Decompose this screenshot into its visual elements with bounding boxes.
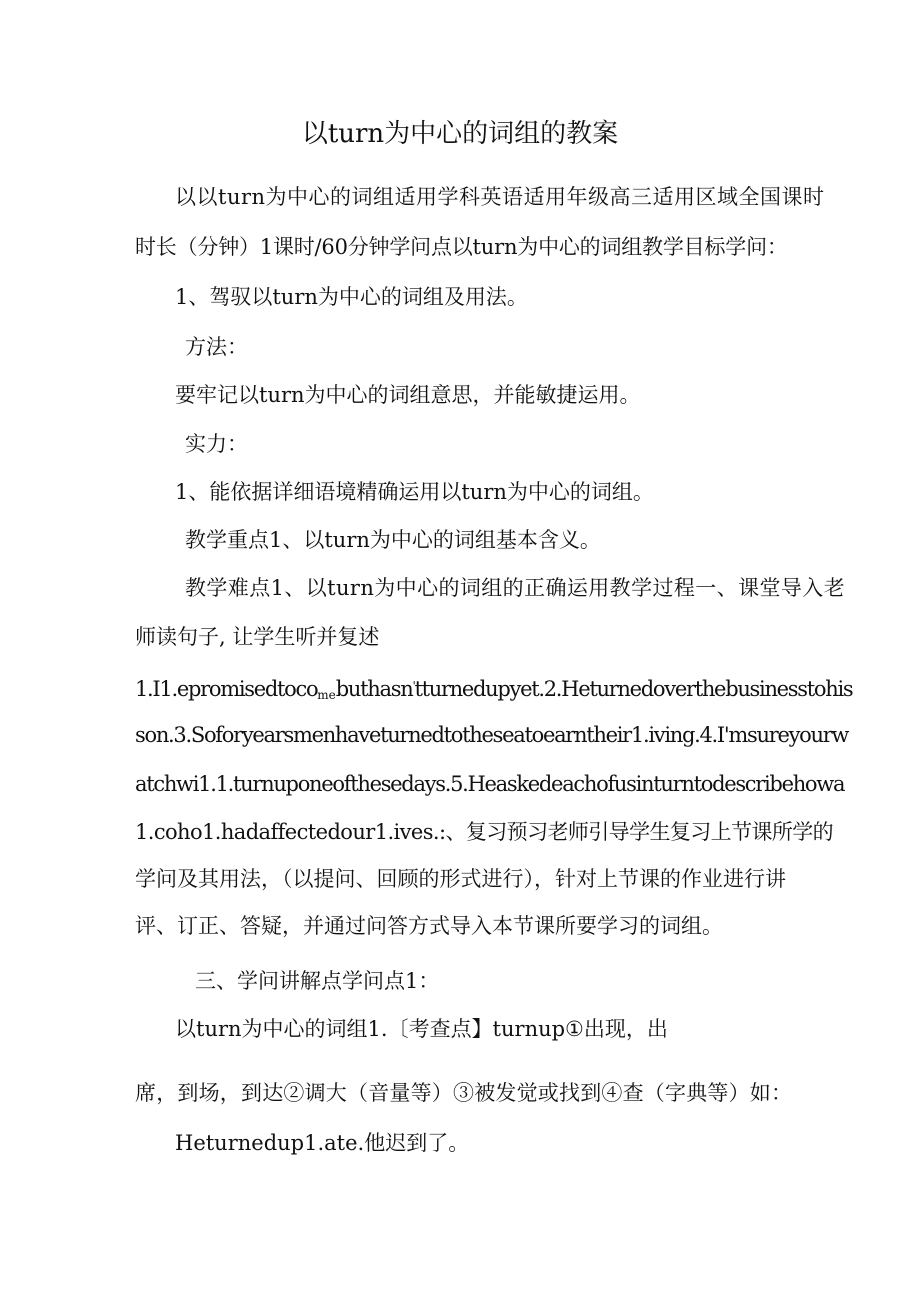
paragraph-line: 学问及其用法，（以提问、回顾的形式进行），针对上节课的作业进行讲 — [135, 867, 786, 891]
paragraph-line: 评、订正、答疑，并通过问答方式导入本节课所要学习的词组。 — [135, 914, 723, 938]
paragraph-line: 以turn为中心的词组1.〔考查点】turnup①出现，出 — [175, 1017, 668, 1041]
section-heading: 三、学问讲解点学问点1： — [195, 969, 440, 993]
paragraph-line: 1.coho1.hadaffectedour1.ives.:、复习预习老师引导学生复习上节课所学的 — [135, 820, 834, 844]
example-text-part: buthasn — [335, 677, 413, 701]
example-text-part: tturnedupyet.2.Heturnedoverthebusinesstohis — [414, 677, 853, 701]
example-apostrophe: ' — [412, 679, 415, 693]
example-sentences-line — [135, 672, 852, 709]
paragraph-line: 时长（分钟）1课时/60分钟学问点以turn为中心的词组教学目标学问： — [135, 235, 788, 259]
paragraph-line: atchwi1.1.turnuponeofthesedays.5.Heaskedeachofusinturntodescribehowa — [135, 772, 845, 796]
paragraph-line: 师读句子, 让学生听并复述 — [135, 625, 380, 649]
paragraph-line: 方法： — [185, 335, 248, 359]
document-title: 以turn为中心的词组的教案 — [301, 119, 619, 149]
paragraph-line: son.3.Soforyearsmenhaveturnedtotheseatoearntheir1.iving.4.I'msureyourw — [135, 723, 849, 747]
paragraph-line: 以以turn为中心的词组适用学科英语适用年级高三适用区域全国课时 — [175, 185, 825, 209]
paragraph-line: 1、能依据详细语境精确运用以turn为中心的词组。 — [175, 480, 654, 504]
paragraph-line: Heturnedup1.ate.他迟到了。 — [175, 1131, 470, 1155]
example-subscript: me — [317, 688, 336, 702]
paragraph-line: 1、驾驭以turn为中心的词组及用法。 — [175, 285, 528, 309]
paragraph-line: 教学重点1、以turn为中心的词组基本含义。 — [185, 528, 601, 552]
paragraph-line: 实力： — [185, 432, 248, 456]
example-text-part: 1.I1.epromisedtoco — [135, 677, 318, 701]
paragraph-line: 要牢记以turn为中心的词组意思，并能敏捷运用。 — [175, 383, 641, 407]
paragraph-line: 教学难点1、以turn为中心的词组的正确运用教学过程一、课堂导入老 — [185, 576, 846, 600]
paragraph-line: 席，到场，到达②调大（音量等）③被发觉或找到④查（字典等）如： — [135, 1081, 793, 1105]
